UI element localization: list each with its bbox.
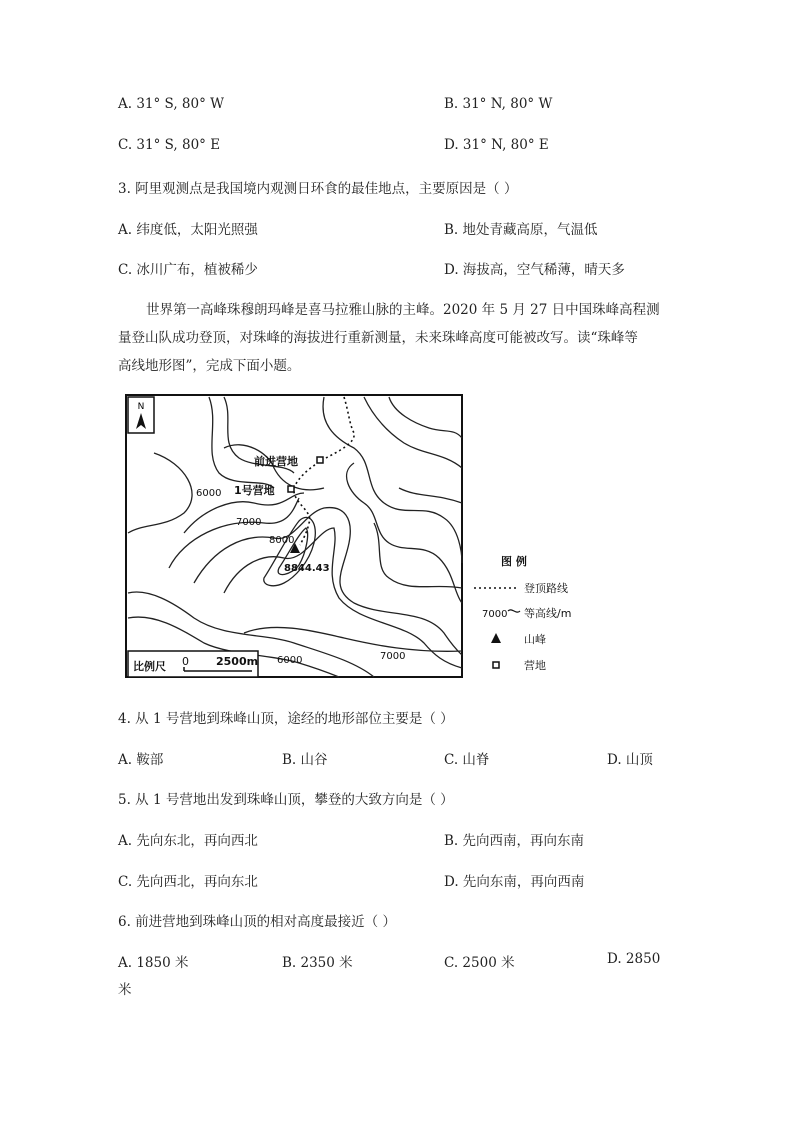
contour-map: [124, 393, 594, 683]
legend-camp-icon: [493, 662, 499, 668]
q4-option-b: B. 山谷: [282, 752, 328, 768]
legend-route: 登顶路线: [524, 582, 568, 595]
legend-contour-value: 7000: [482, 609, 508, 620]
q2-option-a: A. 31° S, 80° W: [118, 96, 224, 112]
scale-zero: 0: [182, 655, 189, 668]
q2-option-b: B. 31° N, 80° W: [444, 96, 553, 112]
passage-line-1: 世界第一高峰珠穆朗玛峰是喜马拉雅山脉的主峰。2020 年 5 月 27 日中国珠峰高程测: [146, 302, 660, 318]
q4-option-a: A. 鞍部: [118, 752, 164, 768]
scale-label: 比例尺: [133, 660, 166, 673]
scale-distance: 2500m: [216, 655, 259, 668]
contour-line: [323, 397, 462, 563]
north-label: N: [137, 402, 145, 412]
q5-option-a: A. 先向东北，再向西北: [118, 833, 258, 849]
contour-label-7000: 7000: [236, 517, 262, 528]
legend-contour: 等高线/m: [524, 607, 572, 620]
legend-title: 图 例: [501, 555, 527, 568]
passage-line-3: 高线地形图”，完成下面小题。: [118, 358, 301, 374]
q4-option-c: C. 山脊: [444, 752, 490, 768]
contour-line: [224, 528, 462, 668]
q3-option-a: A. 纬度低，太阳光照强: [118, 222, 258, 238]
legend-peak-icon: [491, 633, 501, 643]
q2-option-d: D. 31° N, 80° E: [444, 137, 549, 153]
legend-contour-icon: [508, 610, 520, 612]
advance-camp-label: 前进营地: [254, 455, 298, 468]
q5-stem: 5. 从 1 号营地出发到珠峰山顶，攀登的大致方向是（ ）: [118, 792, 454, 808]
q4-stem: 4. 从 1 号营地到珠峰山顶，途经的地形部位主要是（ ）: [118, 711, 454, 727]
q5-option-d: D. 先向东南，再向西南: [444, 874, 585, 890]
contour-line: [399, 488, 462, 503]
contour-line: [128, 453, 192, 533]
q3-option-d: D. 海拔高，空气稀薄，晴天多: [444, 262, 625, 278]
q3-stem: 3. 阿里观测点是我国境内观测日环食的最佳地点，主要原因是（ ）: [118, 181, 518, 197]
q6-stem: 6. 前进营地到珠峰山顶的相对高度最接近（ ）: [118, 914, 396, 930]
advance-camp-marker-icon: [317, 457, 323, 463]
contour-line: [374, 523, 462, 588]
q4-option-d: D. 山顶: [607, 752, 653, 768]
q5-option-c: C. 先向西北，再向东北: [118, 874, 258, 890]
q3-option-b: B. 地处青藏高原，气温低: [444, 222, 598, 238]
contour-line: [389, 397, 462, 438]
q6-option-a: A. 1850 米: [118, 955, 189, 971]
q3-option-c: C. 冰川广布，植被稀少: [118, 262, 258, 278]
q6-option-c: C. 2500 米: [444, 955, 515, 971]
contour-label-6000-bottom: 6000: [277, 655, 303, 666]
legend-camp: 营地: [524, 659, 546, 672]
contour-lines: [128, 397, 462, 677]
contour-label-7000-bottom: 7000: [380, 651, 406, 662]
q5-option-b: B. 先向西南，再向东南: [444, 833, 585, 849]
contour-line: [347, 463, 462, 603]
contour-label-6000-left: 6000: [196, 488, 222, 499]
legend-peak: 山峰: [524, 633, 546, 646]
peak-elevation-label: 8844.43: [284, 563, 330, 574]
camp1-label: 1号营地: [234, 484, 275, 497]
contour-line: [364, 397, 462, 468]
q2-option-c: C. 31° S, 80° E: [118, 137, 221, 153]
q6-option-b: B. 2350 米: [282, 955, 353, 971]
camp1-marker-icon: [288, 486, 294, 492]
passage-line-2: 量登山队成功登顶，对珠峰的海拔进行重新测量，未来珠峰高度可能被改写。读“珠峰等: [118, 330, 638, 346]
q6-option-d-wrap: 米: [118, 982, 132, 998]
q6-option-d: D. 2850: [607, 951, 661, 967]
contour-label-8000: 8000: [269, 535, 295, 546]
contour-line: [209, 397, 274, 488]
